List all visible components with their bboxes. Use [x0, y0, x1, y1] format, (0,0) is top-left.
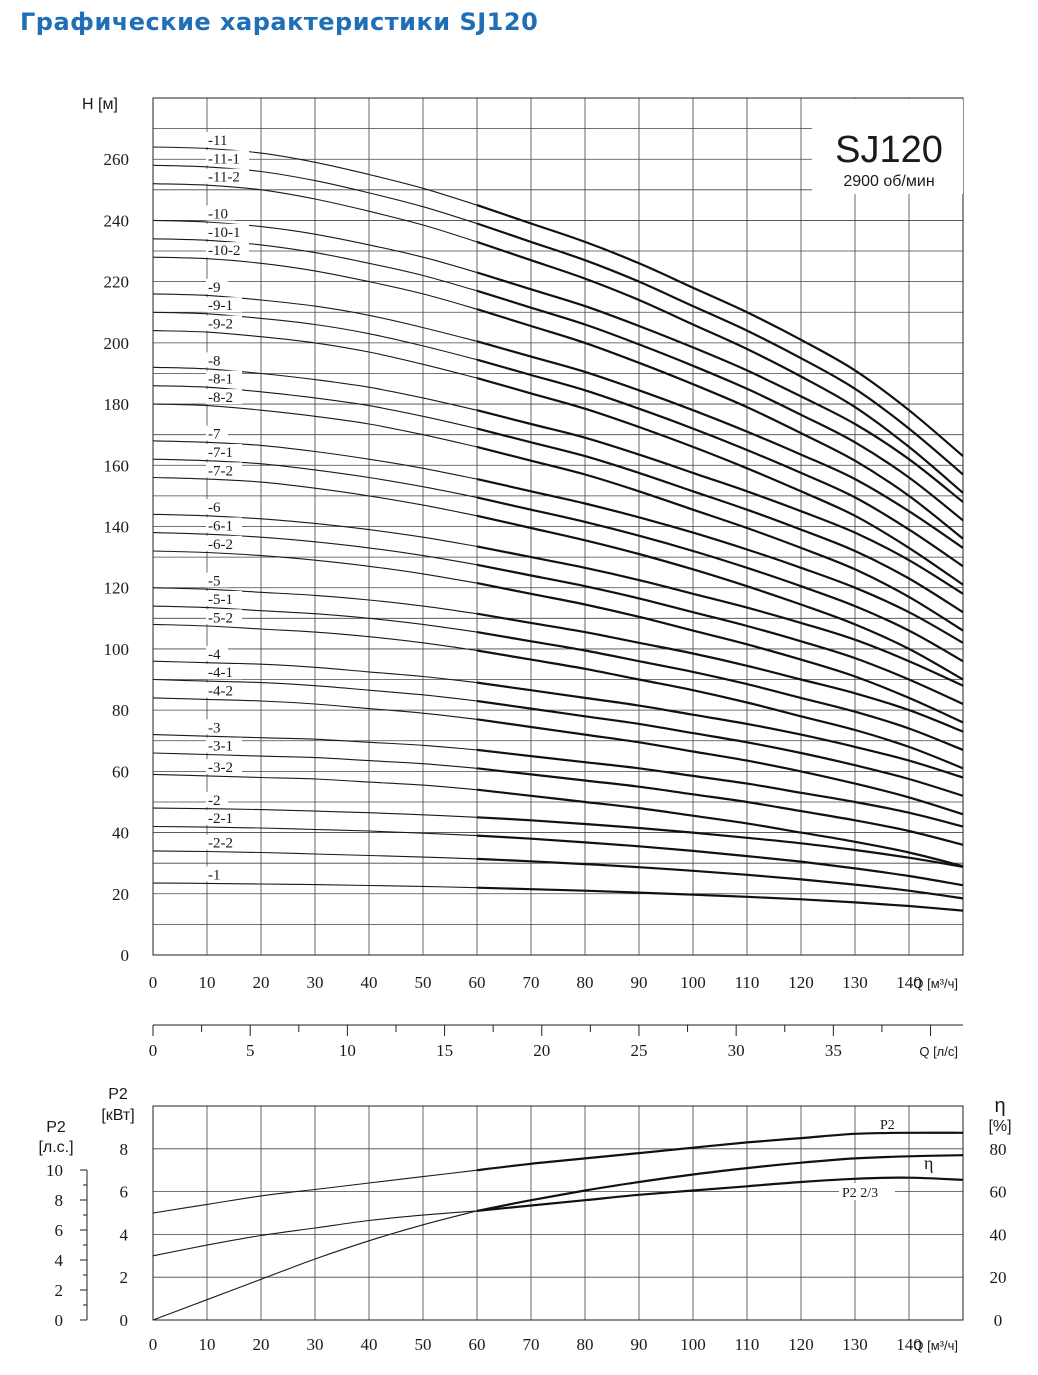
y-tick-label: 240 [103, 211, 129, 231]
head-curve--8-1 [477, 429, 963, 613]
head-curve--10-1 [477, 291, 963, 521]
hp-axis-label-1: P2 [46, 1119, 66, 1136]
eff-axis-label-2: [%] [988, 1118, 1012, 1135]
eff-tick-label: 40 [989, 1225, 1007, 1245]
curve-label: -7-1 [208, 445, 233, 462]
series-label-p2: P2 [880, 1118, 895, 1133]
y-tick-label: 60 [112, 762, 129, 782]
curve-labels [206, 132, 249, 883]
power-chart-ticks [46, 1140, 1007, 1354]
x-tick-label: 90 [630, 973, 648, 992]
y-tick-label: 200 [103, 333, 129, 353]
series-label-p2-23: P2 2/3 [842, 1186, 879, 1201]
kw-tick-label: 8 [119, 1139, 128, 1159]
power-x-tick-label: 140 [896, 1335, 922, 1354]
ls-tick-label: 10 [338, 1041, 356, 1060]
x-tick-label: 130 [842, 973, 868, 992]
ls-tick-label: 25 [630, 1041, 648, 1060]
power-chart-grid [153, 1106, 963, 1320]
eff-tick-label: 60 [989, 1182, 1007, 1202]
ls-tick-label: 20 [533, 1041, 551, 1060]
head-curve--2-2 [477, 859, 963, 899]
x-axis-label: Q [м³/ч] [913, 976, 958, 991]
head-curve--4-2 [477, 719, 963, 814]
power-x-tick-label: 40 [360, 1335, 378, 1354]
y-tick-label: 100 [103, 639, 129, 659]
y-tick-label: 220 [103, 272, 129, 292]
curve-label: -8 [208, 353, 221, 370]
curve-label: -10 [208, 206, 228, 223]
curve-label: -10-2 [208, 243, 241, 260]
power-x-tick-label: 80 [576, 1335, 594, 1354]
hp-tick-label: 4 [54, 1251, 63, 1270]
kw-tick-label: 6 [119, 1182, 128, 1202]
power-x-tick-label: 50 [414, 1335, 432, 1354]
head-curve--10 [477, 273, 963, 503]
model-name: SJ120 [835, 129, 943, 171]
power-x-tick-label: 30 [306, 1335, 324, 1354]
power-curves [153, 1118, 963, 1320]
curve-label: -8-1 [208, 371, 233, 388]
curve-label: -4-2 [208, 683, 233, 700]
kw-tick-label: 0 [119, 1311, 128, 1330]
series-label-eta: η [924, 1153, 934, 1173]
power-x-tick-label: 10 [198, 1335, 216, 1354]
kw-axis-label-2: [кВт] [101, 1107, 135, 1124]
curve-label: -9-2 [208, 316, 233, 333]
curve-label: -5-2 [208, 610, 233, 627]
ls-tick-label: 15 [436, 1041, 454, 1060]
curve-label: -4-1 [208, 665, 233, 682]
eff-axis-label-1: η [994, 1095, 1006, 1117]
kw-tick-label: 2 [119, 1268, 128, 1288]
hp-axis-label-2: [л.с.] [38, 1139, 74, 1156]
head-curve--11 [477, 205, 963, 456]
power-x-tick-label: 20 [252, 1335, 270, 1354]
head-curve--1 [477, 888, 963, 911]
curve-label: -9-1 [208, 298, 233, 315]
power-x-tick-label: 70 [522, 1335, 540, 1354]
ls-tick-label: 0 [148, 1041, 158, 1060]
eff-tick-label: 20 [989, 1268, 1007, 1288]
y-tick-label: 260 [103, 150, 129, 170]
hp-tick-label: 8 [54, 1191, 63, 1210]
power-x-tick-label: 120 [788, 1335, 814, 1354]
curve-label: -10-1 [208, 224, 241, 241]
x-tick-label: 10 [198, 973, 216, 992]
eff-tick-label: 0 [993, 1311, 1003, 1330]
y-tick-label: 40 [112, 823, 129, 843]
y-tick-label: 180 [103, 395, 129, 415]
hp-tick-label: 2 [54, 1281, 63, 1300]
kw-tick-label: 4 [119, 1225, 128, 1245]
curve-label: -7 [208, 426, 221, 443]
ls-tick-label: 35 [824, 1041, 842, 1060]
x-tick-label: 100 [680, 973, 706, 992]
curve-label: -6-2 [208, 536, 233, 553]
x-tick-label: 140 [896, 973, 922, 992]
x-tick-label: 120 [788, 973, 814, 992]
eff-tick-label: 80 [989, 1139, 1007, 1159]
power-x-tick-label: 90 [630, 1335, 648, 1354]
ls-tick-label: 30 [727, 1041, 745, 1060]
power-curve [477, 1133, 963, 1170]
hp-tick-label: 0 [54, 1311, 63, 1330]
power-x-tick-label: 110 [734, 1335, 760, 1354]
curve-label: -11 [208, 132, 228, 149]
curve-label: -2-2 [208, 835, 233, 852]
power-chart-frame [153, 1106, 963, 1320]
y-tick-label: 0 [120, 946, 129, 965]
curve-label: -8-2 [208, 390, 233, 407]
curve-label: -6-1 [208, 518, 233, 535]
head-curve--10-2 [477, 309, 963, 539]
curve-label: -9 [208, 279, 221, 296]
curve-label: -7-2 [208, 463, 233, 480]
curve-label: -2 [208, 792, 221, 809]
page-title: Графические характеристики SJ120 [20, 8, 539, 36]
curve-label: -3 [208, 720, 221, 737]
x-tick-label: 0 [148, 973, 158, 992]
flow-ls-axis [149, 1025, 963, 1060]
hp-tick-label: 10 [46, 1161, 63, 1180]
ls-tick-label: 5 [245, 1041, 255, 1060]
curve-label: -4 [208, 646, 221, 663]
kw-axis-label-1: P2 [108, 1086, 128, 1103]
head-curve--11-2 [477, 242, 963, 493]
curve-label: -5 [208, 573, 221, 590]
x-tick-label: 40 [360, 973, 378, 992]
head-curves [153, 147, 963, 911]
curve-label: -5-1 [208, 591, 233, 608]
curve-label: -6 [208, 500, 221, 517]
x-tick-label: 80 [576, 973, 594, 992]
curve-label: -11-1 [208, 151, 240, 168]
head-curve--11-1 [477, 224, 963, 475]
power-x-tick-label: 130 [842, 1335, 868, 1354]
power-x-axis-label: Q [м³/ч] [913, 1338, 958, 1353]
x-tick-label: 30 [306, 973, 324, 992]
y-axis-label: H [м] [82, 96, 118, 113]
head-curve--3 [477, 750, 963, 827]
x-tick-label: 50 [414, 973, 432, 992]
x-tick-label: 60 [468, 973, 486, 992]
power-x-tick-label: 100 [680, 1335, 706, 1354]
curve-label: -11-2 [208, 169, 240, 186]
model-speed: 2900 об/мин [843, 173, 935, 190]
power-x-tick-label: 60 [468, 1335, 486, 1354]
power-x-tick-label: 0 [148, 1335, 158, 1354]
curve-label: -3-1 [208, 738, 233, 755]
x-tick-label: 110 [734, 973, 760, 992]
head-curve--2 [477, 817, 963, 867]
ls-axis-label: Q [л/с] [919, 1044, 958, 1059]
y-tick-label: 20 [112, 884, 129, 904]
y-tick-label: 120 [103, 578, 129, 598]
y-tick-label: 140 [103, 517, 129, 537]
curve-label: -1 [208, 867, 221, 884]
head-curve--8 [477, 410, 963, 594]
head-curve--2-1 [477, 836, 963, 886]
y-tick-label: 160 [103, 456, 129, 476]
curve-label: -2-1 [208, 811, 233, 828]
head-curve--4-1 [477, 701, 963, 796]
hp-tick-label: 6 [54, 1221, 63, 1240]
x-tick-label: 70 [522, 973, 540, 992]
x-tick-label: 20 [252, 973, 270, 992]
y-tick-label: 80 [112, 701, 129, 721]
curve-label: -3-2 [208, 760, 233, 777]
head-curve--5-2 [477, 651, 963, 769]
